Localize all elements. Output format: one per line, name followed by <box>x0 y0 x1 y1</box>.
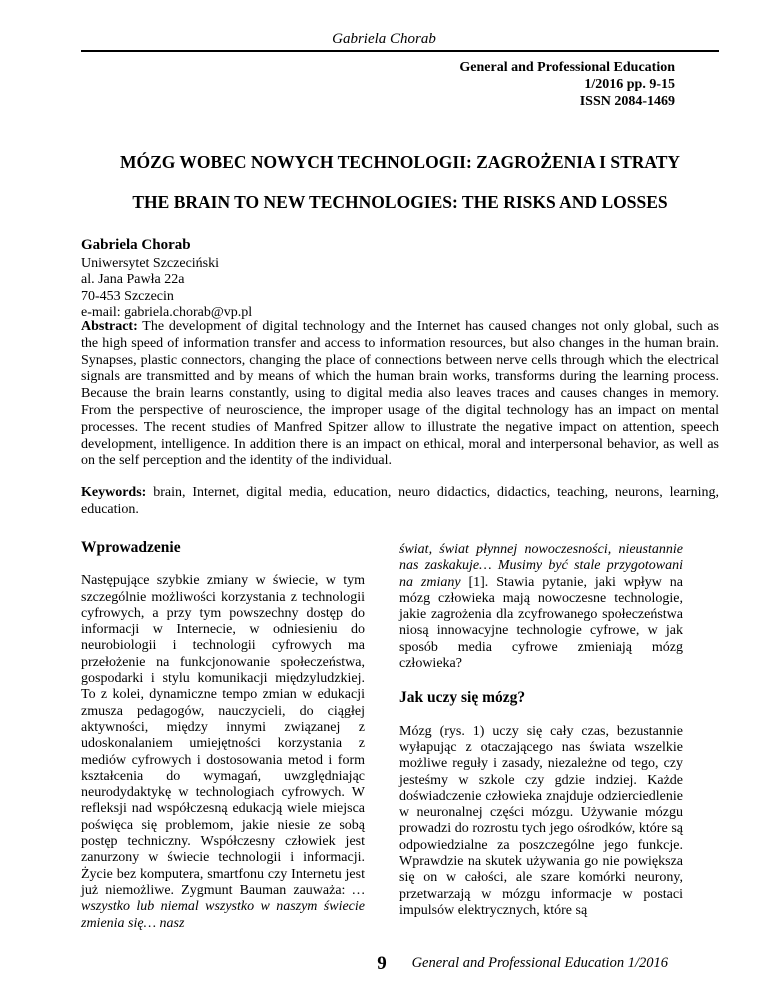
abstract-label: Abstract: <box>81 319 138 334</box>
abstract-text: The development of digital technology and the Internet has caused changes not only global, such as the high speed of information transfer and access to information resources, but also changes in the human brain. Synapses, plastic connectors, changing the place of connections between nerve cells through which the electrical signals are transmitted and by means of which the human brain works, transforms during the learning process. Because the brain learns constantly, using to digital media also leaves traces and causes changes in memory. From the perspective of neuroscience, the improper usage of the digital technology has an impact on mental processes. The recent studies of Manfred Spitzer allow to illustrate the negative impact on attention, speech development, intelligence. In addition there is an impact on ethical, moral and interpersonal behavior, as well as on the self perception and the identity of the individual. <box>81 319 719 469</box>
author-city: 70-453 Szczecin <box>81 288 174 304</box>
section-heading-introduction: Wprowadzenie <box>81 539 181 556</box>
keywords-text: brain, Internet, digital media, education, neuro didactics, didactics, teaching, neurons, learning, education. <box>81 485 719 517</box>
introduction-continuation <box>399 542 683 672</box>
keywords-label: Keywords: <box>81 485 147 500</box>
journal-name: General and Professional Education <box>459 60 675 75</box>
right-column <box>399 542 683 919</box>
bauman-quote-continued: świat, świat płynnej nowoczesności, nieustannie nas zaskakuje… Musimy być stale przygotowani na zmiany <box>399 542 683 590</box>
section-heading-brain-learning: Jak uczy się mózg? <box>399 689 526 707</box>
author-affiliation: Uniwersytet Szczeciński <box>81 256 220 272</box>
introduction-paragraph <box>81 573 365 932</box>
header-rule <box>81 50 719 52</box>
footer-journal: General and Professional Education 1/2016 <box>411 955 668 971</box>
brain-learning-paragraph: Mózg (rys. 1) uczy się cały czas, bezustannie wyłapując z otaczającego nas świata wszelkie możliwe reguły i zasady, niezależne od tego, czy jesteśmy w szkole czy gdzie indziej. Każde doświadczenie człowieka znajduje odzierciedlenie w neuronalnej części mózgu. Używanie mózgu prowadzi do rozrostu tych jego ośrodków, które są odpowiedzialne za poszczególne jego funkcje. Wprawdzie na skutek używania go nie powiększa się on w całości, ale szare komórki neurony, przetwarzają w mózgu informacje w postaci impulsów elektrycznych, które są <box>399 723 683 918</box>
introduction-text-continued: [1]. Stawia pytanie, jaki wpływ na mózg człowieka mają nowoczesne technologie, jakie zagrożenia dla zcyfrowanego społeczeństwa niosą innowacyjne technologie cyfrowe, w jak sposób media cyfrowe zmieniają mózg człowieka? <box>399 574 683 672</box>
author-email: e-mail: gabriela.chorab@vp.pl <box>81 304 253 320</box>
running-head: Gabriela Chorab <box>332 31 436 47</box>
author-block <box>81 237 252 321</box>
introduction-text: Następujące szybkie zmiany w świecie, w tym szczególnie możliwości korzystania z technologii cyfrowych, a przy tym powszechny dostęp do informacji w Internecie, w odniesieniu do neurobiologii i technologii cyfrowych ma przełożenie na funkcjonowanie społeczeństwa, gospodarki i stylu komunikacji międzyludzkiej. To z kolei, dynamiczne tempo zmian w edukacji zmusza pedagogów, nauczycieli, do ciągłej aktywności, między innymi związanej z udoskonalaniem umiejętności korzystania z mediów cyfrowych i dostosowania metod i form kształcenia do wymagań, uwzględniając neurodydaktykę w technologiach cyfrowych. W refleksji nad współczesną edukacją wiele miejsca poświęca się problemom, jakie niesie ze sobą postęp techniczny. Współczesny człowiek jest zanurzony w świecie technologii i informacji. Życie bez komputera, smartfonu czy Internetu jest już niemożliwe. Zygmunt Bauman zauważa: <box>81 573 365 898</box>
journal-issn: ISSN 2084-1469 <box>579 94 675 109</box>
left-column <box>81 540 365 932</box>
journal-info <box>459 59 675 110</box>
title-polish: MÓZG WOBEC NOWYCH TECHNOLOGII: ZAGROŻENIA I STRATY <box>119 152 681 172</box>
author-name: Gabriela Chorab <box>81 237 191 253</box>
title-english: THE BRAIN TO NEW TECHNOLOGIES: THE RISKS AND LOSSES <box>132 192 668 212</box>
author-street: al. Jana Pawła 22a <box>81 272 185 288</box>
abstract <box>81 319 719 470</box>
journal-issue-pages: 1/2016 pp. 9-15 <box>584 77 675 92</box>
keywords <box>81 485 719 519</box>
page-number: 9 <box>377 953 387 974</box>
bauman-quote: … wszystko lub niemal wszystko w naszym świecie zmienia się… nasz <box>81 882 365 931</box>
